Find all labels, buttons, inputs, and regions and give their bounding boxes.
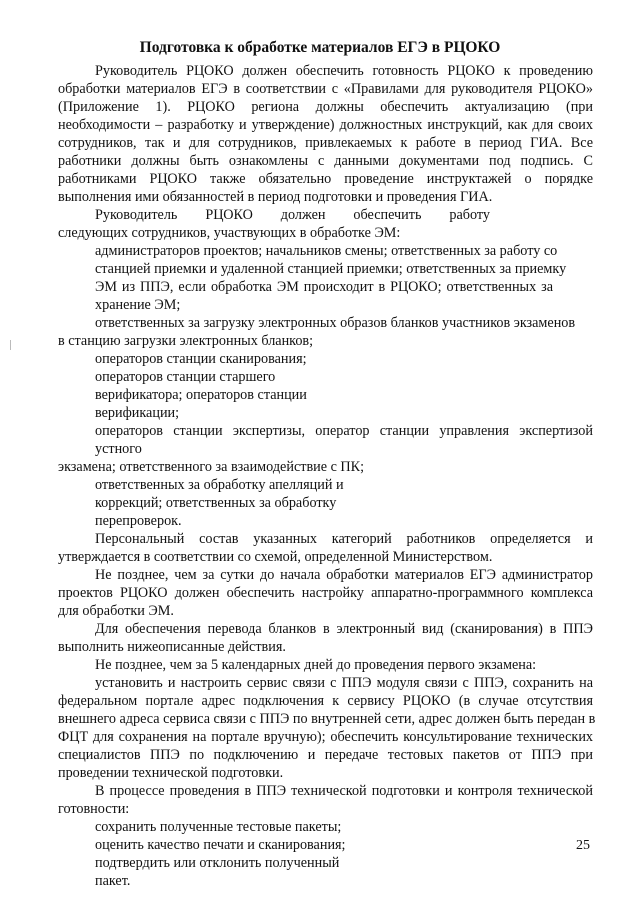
- text-line: следующих сотрудников, участвующих в обработке ЭМ:: [58, 225, 401, 241]
- text-line: для обработки ЭМ.: [58, 603, 174, 619]
- text-line: экзамена; ответственного за взаимодействие с ПК;: [58, 459, 365, 475]
- text-line: Не позднее, чем за 5 календарных дней до проведения первого экзамена:: [95, 657, 537, 673]
- text-line: станцией приемки и удаленной станцией приемки; ответственных за приемку: [95, 261, 567, 277]
- text-line: перепроверок.: [95, 513, 182, 529]
- text-line: Персональный состав указанных категорий работников определяется и: [95, 531, 593, 547]
- text-line: хранение ЭМ;: [95, 297, 181, 313]
- text-line: установить и настроить сервис связи с ППЭ модуля связи с ППЭ, сохранить на: [95, 675, 593, 691]
- text-line: верификатора; операторов станции: [95, 387, 307, 403]
- text-line: пакет.: [95, 873, 131, 889]
- text-line: внешнего адреса сервиса связи с ППЭ по внутренней сети, адрес должен быть передан в: [58, 711, 596, 727]
- text-line: необходимости – разработку и утверждение) должностных инструкций, как для своих: [58, 117, 593, 133]
- text-line: сотрудников, так и для сотрудников, привлекаемых к работе в период ГИА. Все: [58, 135, 593, 151]
- text-line: работники должны быть ознакомлены с данными документами под подпись. С: [58, 153, 593, 169]
- text-line: проектов РЦОКО должен обеспечить настройку аппаратно-программного комплекса: [58, 585, 593, 601]
- text-line: работниками РЦОКО также обязательно проведение инструктажей о порядке: [58, 171, 593, 187]
- text-line: выполнения ими обязанностей в период подготовки и проведения ГИА.: [58, 189, 493, 205]
- text-line: В процессе проведения в ППЭ технической подготовки и контроля технической: [95, 783, 593, 799]
- page-title: Подготовка к обработке материалов ЕГЭ в РЦОКО: [139, 39, 501, 56]
- page-number: 25: [576, 838, 590, 853]
- text-line: федеральном портале адрес подключения к сервису РЦОКО (в случае отсутствия: [58, 693, 593, 709]
- text-line: в станцию загрузки электронных бланков;: [58, 333, 314, 349]
- text-line: утверждается в соответствии со схемой, определенной Министерством.: [58, 549, 493, 565]
- text-line: верификации;: [95, 405, 180, 421]
- text-line: Руководитель РЦОКО должен обеспечить работу: [95, 207, 490, 223]
- margin-mark: [10, 340, 11, 350]
- text-line: Не позднее, чем за сутки до начала обработки материалов ЕГЭ администратор: [95, 567, 593, 583]
- text-line: готовности:: [58, 801, 130, 817]
- text-line: обработки материалов ЕГЭ в соответствии с «Правилами для руководителя РЦОКО»: [58, 81, 593, 97]
- text-line: Руководитель РЦОКО должен обеспечить готовность РЦОКО к проведению: [95, 63, 593, 79]
- text-line: ЭМ из ППЭ, если обработка ЭМ происходит в РЦОКО; ответственных за: [95, 279, 553, 295]
- text-line: подтвердить или отклонить полученный: [95, 855, 340, 871]
- text-line: ответственных за обработку апелляций и: [95, 477, 344, 493]
- text-line: выполнить нижеописанные действия.: [58, 639, 286, 655]
- text-line: Для обеспечения перевода бланков в электронный вид (сканирования) в ППЭ: [95, 621, 593, 637]
- text-line: устного: [95, 441, 142, 457]
- text-line: оценить качество печати и сканирования;: [95, 837, 346, 853]
- text-line: коррекций; ответственных за обработку: [95, 495, 337, 511]
- text-line: (Приложение 1). РЦОКО региона должны обеспечить актуализацию (при: [58, 99, 593, 115]
- text-line: проведении технической подготовки.: [58, 765, 284, 781]
- text-line: специалистов ППЭ по подключению и передаче тестовых пакетов от ППЭ при: [58, 747, 593, 763]
- text-line: операторов станции сканирования;: [95, 351, 307, 367]
- text-line: ответственных за загрузку электронных образов бланков участников экзаменов: [95, 315, 576, 331]
- text-line: администраторов проектов; начальников смены; ответственных за работу со: [95, 243, 558, 259]
- text-line: операторов станции экспертизы, оператор станции управления экспертизой: [95, 423, 593, 439]
- text-line: ФЦТ для сохранения на портале вручную); обеспечить консультирование технических: [58, 729, 593, 745]
- text-line: операторов станции старшего: [95, 369, 276, 385]
- text-line: сохранить полученные тестовые пакеты;: [95, 819, 342, 835]
